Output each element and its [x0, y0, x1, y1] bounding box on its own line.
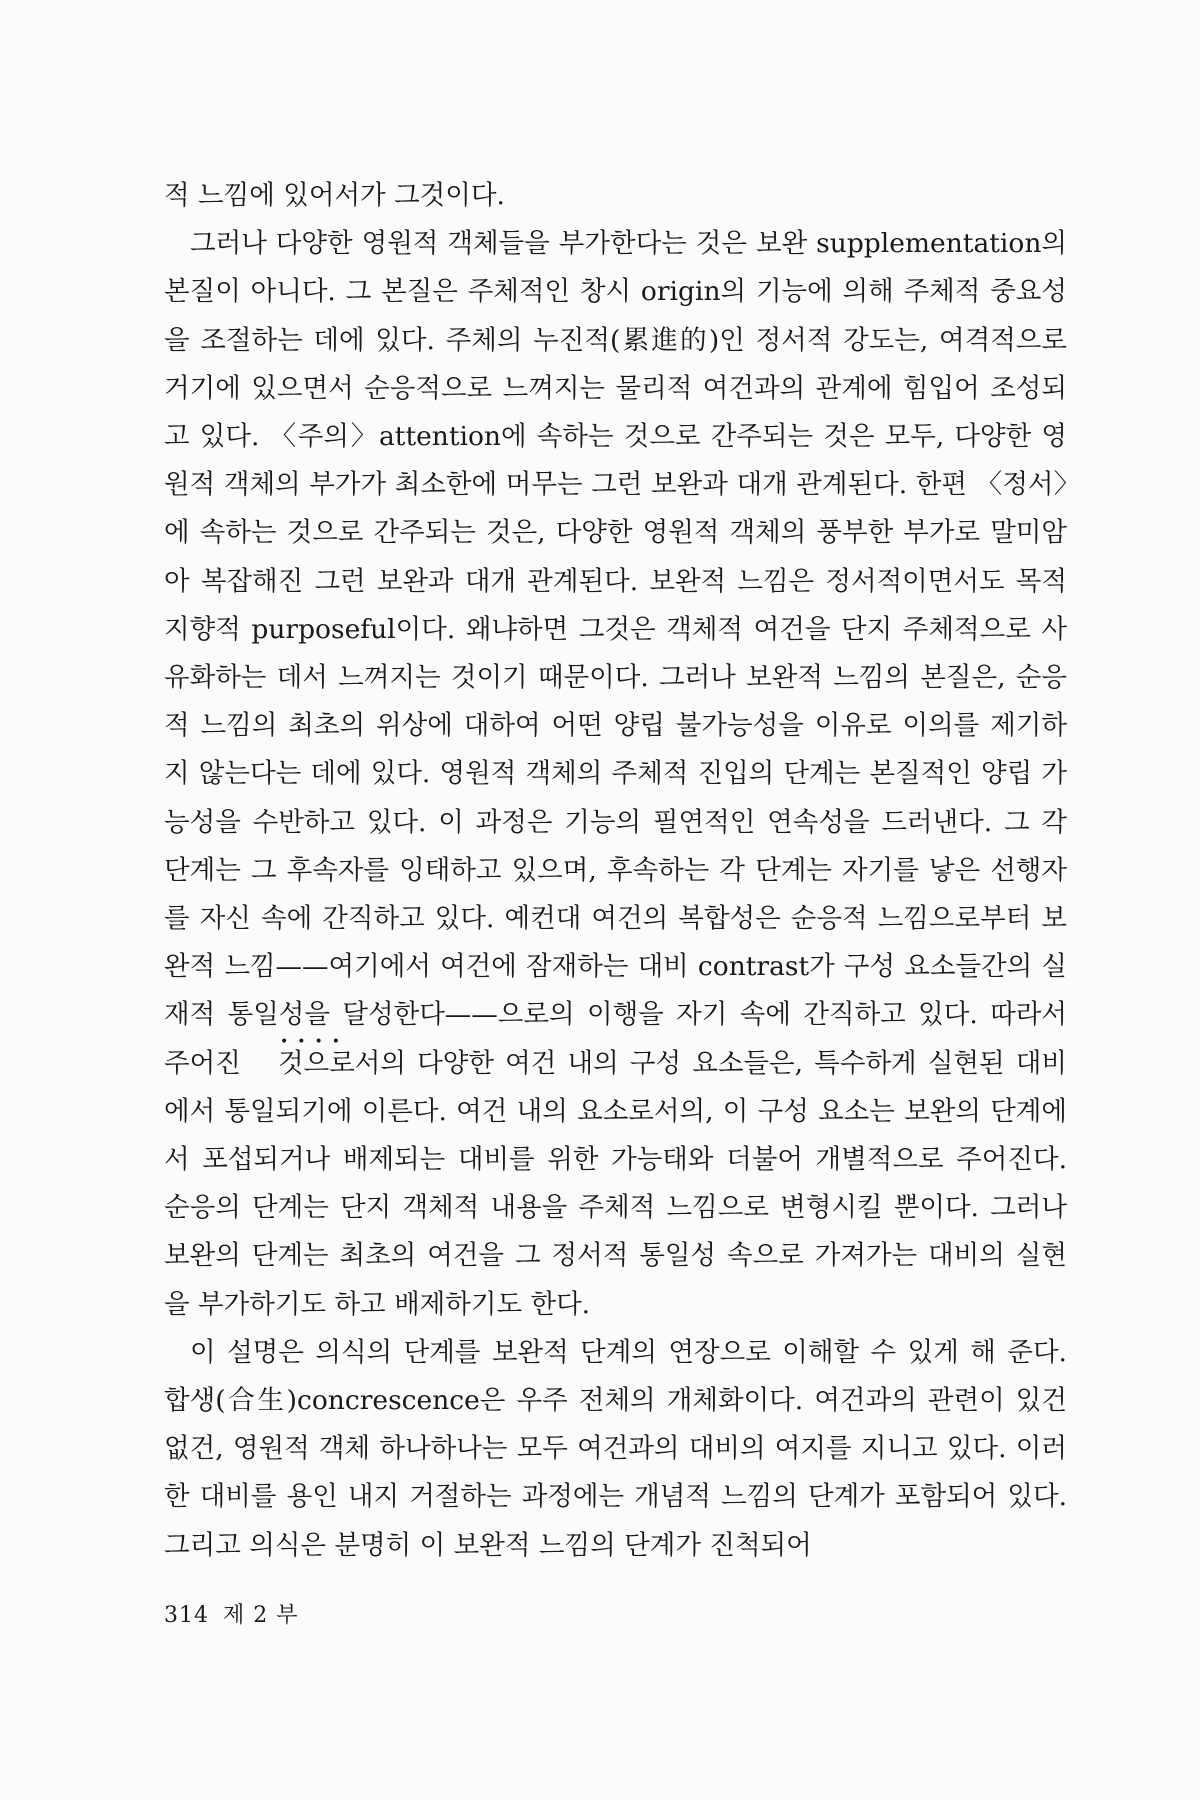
page-number: 314 [164, 1603, 209, 1628]
paragraph-text-tail: 의 다양한 여건 내의 구성 요소들은, 특수하게 실현된 대비에서 통일되기에 이른다. 여건 내의 요소로서의, 이 구성 요소는 보완의 단계에서 포섭되거나 배제되는 대비를 위한 가능태와 더불어 개별적으로 주어진다. 순응의 단계는 단지 객체적 내용을 주체적 느낌으로 변형시킬 뿐이다. 그러나 보완의 단계는 최초의 여건을 그 정서적 통일성 속으로 가져가는 대비의 실현을 부가하기도 하고 배제하기도 한다. [164, 1047, 1067, 1320]
part-label: 제 2 부 [223, 1603, 299, 1628]
paragraph-supplementation [164, 220, 1067, 1329]
paragraph-text: 그러나 다양한 영원적 객체들을 부가한다는 것은 보완 supplementation의 본질이 아니다. 그 본질은 주체적인 창시 origin의 기능에 의해 주체적 중요성을 조절하는 데에 있다. 주체의 누진적(累進的)인 정서적 강도는, 여격적으로 거기에 있으면서 순응적으로 느껴지는 물리적 여건과의 관계에 힘입어 조성되고 있다. 〈주의〉attention에 속하는 것으로 간주되는 것은 모두, 다양한 영원적 객체의 부가가 최소한에 머무는 그런 보완과 대개 관계된다. 한편 〈정서〉에 속하는 것으로 간주되는 것은, 다양한 영원적 객체의 풍부한 부가로 말미암아 복잡해진 그런 보완과 대개 관계된다. 보완적 느낌은 정서적이면서도 목적 지향적 purposeful이다. 왜냐하면 그것은 객체적 여건을 단지 주체적으로 사유화하는 데서 느껴지는 것이기 때문이다. 그러나 보완적 느낌의 본질은, 순응적 느낌의 최초의 위상에 대하여 어떤 양립 불가능성을 이유로 이의를 제기하지 않는다는 데에 있다. 영원적 객체의 주체적 진입의 단계는 본질적인 양립 가능성을 수반하고 있다. 이 과정은 기능의 필연적인 연속성을 드러낸다. 그 각 단계는 그 후속자를 잉태하고 있으며, 후속하는 각 단계는 자기를 낳은 선행자를 자신 속에 간직하고 있다. 예컨대 여건의 복합성은 순응적 느낌으로부터 보완적 느낌——여기에서 여건에 잠재하는 대비 contrast가 구성 요소들간의 실재적 통일성을 달성한다——으로의 이행을 자기 속에 간직하고 있다. 따라서 주어진 [164, 228, 1067, 1079]
emphasized-phrase: •••• 것으로서 [252, 1040, 380, 1088]
page-footer [164, 1598, 299, 1629]
paragraph-continuation: 적 느낌에 있어서가 그것이다. [164, 180, 505, 211]
body-text [164, 172, 1067, 1570]
paragraph-consciousness: 이 설명은 의식의 단계를 보완적 단계의 연장으로 이해할 수 있게 해 준다. 합생(合生)concrescence은 우주 전체의 개체화이다. 여건과의 관련이 있건 없건, 영원적 객체 하나하나는 모두 여건과의 대비의 여지를 지니고 있다. 이러한 대비를 용인 내지 거절하는 과정에는 개념적 느낌의 단계가 포함되어 있다. 그리고 의식은 분명히 이 보완적 느낌의 단계가 진척되어 [164, 1336, 1067, 1561]
